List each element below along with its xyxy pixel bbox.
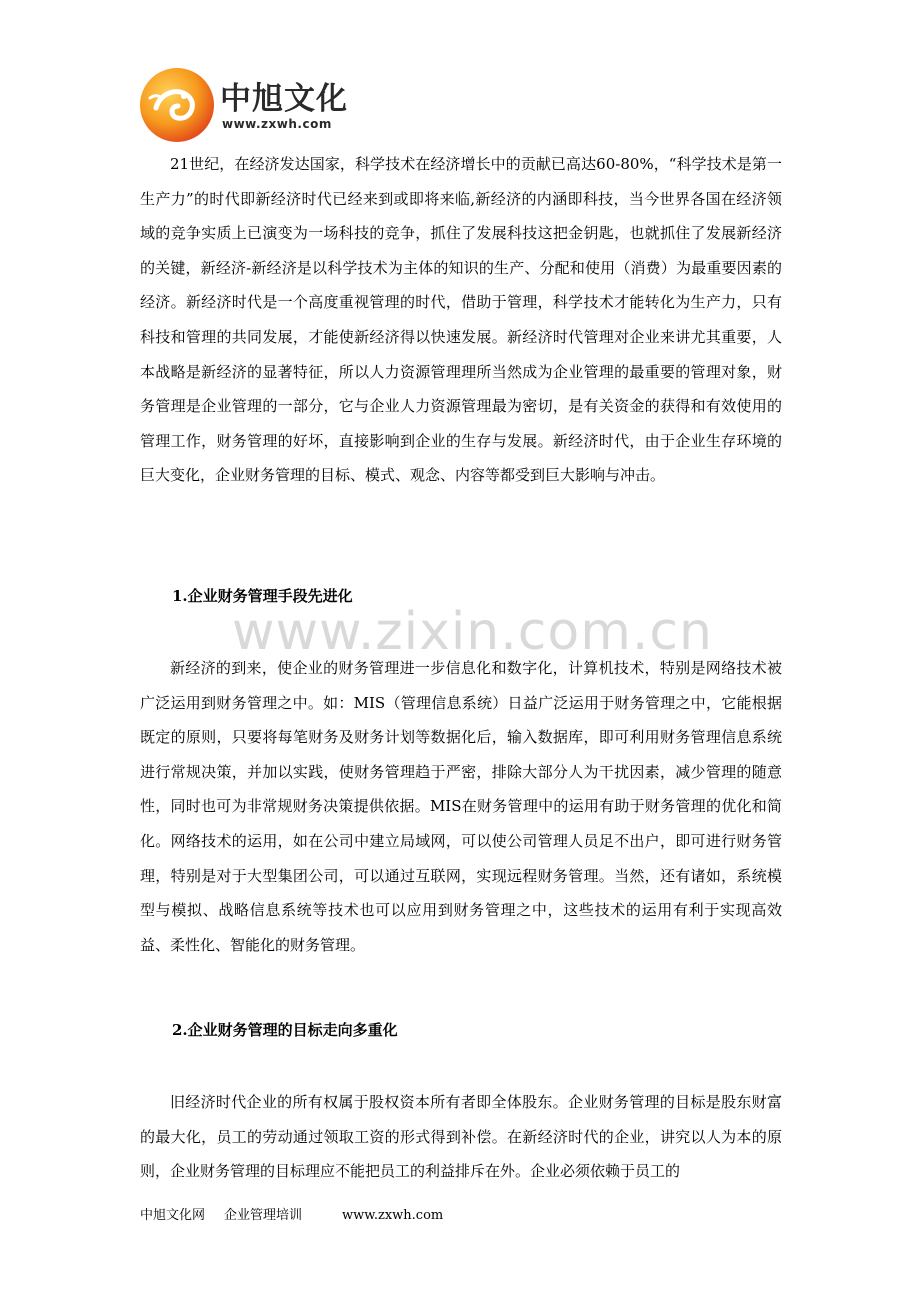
- paragraph-section-2: 旧经济时代企业的所有权属于股权资本所有者即全体股东。企业财务管理的目标是股东财富的最大化，员工的劳动通过领取工资的形式得到补偿。在新经济时代的企业，讲究以人为本的原则，企业财务管理的目标理应不能把员工的利益排斥在外。企业必须依赖于员工的: [140, 1093, 782, 1181]
- paragraph-intro: 21世纪，在经济发达国家，科学技术在经济增长中的贡献已高达60-80%，“科学技术是第一生产力”的时代即新经济时代已经来到或即将来临,新经济的内涵即科技，当今世界各国在经济领域的竞争实质上已演变为一场科技的竞争，抓住了发展科技这把金钥匙，也就抓住了发展新经济的关键，新经济-新经济是以科学技术为主体的知识的生产、分配和使用（消费）为最重要因素的经济。新经济时代是一个高度重视管理的时代，借助于管理，科学技术才能转化为生产力，只有科技和管理的共同发展，才能使新经济得以快速发展。新经济时代管理对企业来讲尤其重要，人本战略是新经济的显著特征，所以人力资源管理理所当然成为企业管理的最重要的管理对象，财务管理是企业管理的一部分，它与企业人力资源管理最为密切，是有关资金的获得和有效使用的管理工作，财务管理的好坏，直接影响到企业的生存与发展。新经济时代，由于企业生存环境的巨大变化，企业财务管理的目标、模式、观念、内容等都受到巨大影响与冲击。: [140, 155, 782, 485]
- dragon-emblem-icon: [140, 68, 214, 142]
- paragraph-section-1: 新经济的到来，使企业的财务管理进一步信息化和数字化，计算机技术，特别是网络技术被广泛运用到财务管理之中。如：MIS（管理信息系统）日益广泛运用于财务管理之中，它能根据既定的原则，只要将每笔财务及财务计划等数据化后，输入数据库，即可利用财务管理信息系统进行常规决策，并加以实践，使财务管理趋于严密，排除大部分人为干扰因素，减少管理的随意性，同时也可为非常规财务决策提供依据。MIS在财务管理中的运用有助于财务管理的优化和简化。网络技术的运用，如在公司中建立局域网，可以使公司管理人员足不出户，即可进行财务管理，特别是对于大型集团公司，可以通过互联网，实现远程财务管理。当然，还有诸如，系统模型与模拟、战略信息系统等技术也可以应用到财务管理之中，这些技术的运用有利于实现高效益、柔性化、智能化的财务管理。: [140, 659, 782, 954]
- logo-url: www.zxwh.com: [222, 117, 332, 131]
- section-heading-2: 2.企业财务管理的目标走向多重化: [172, 1021, 398, 1039]
- page-footer: [140, 1206, 443, 1226]
- footer-tagline: 企业管理培训: [224, 1208, 303, 1223]
- section-heading-1: 1.企业财务管理手段先进化: [172, 587, 353, 605]
- footer-site: 中旭文化网: [140, 1208, 206, 1223]
- logo-wordmark: 中旭文化: [220, 81, 348, 117]
- watermark: www.zixin.com.cn: [232, 602, 713, 662]
- brand-logo: [140, 68, 380, 146]
- footer-url: www.zxwh.com: [342, 1208, 444, 1223]
